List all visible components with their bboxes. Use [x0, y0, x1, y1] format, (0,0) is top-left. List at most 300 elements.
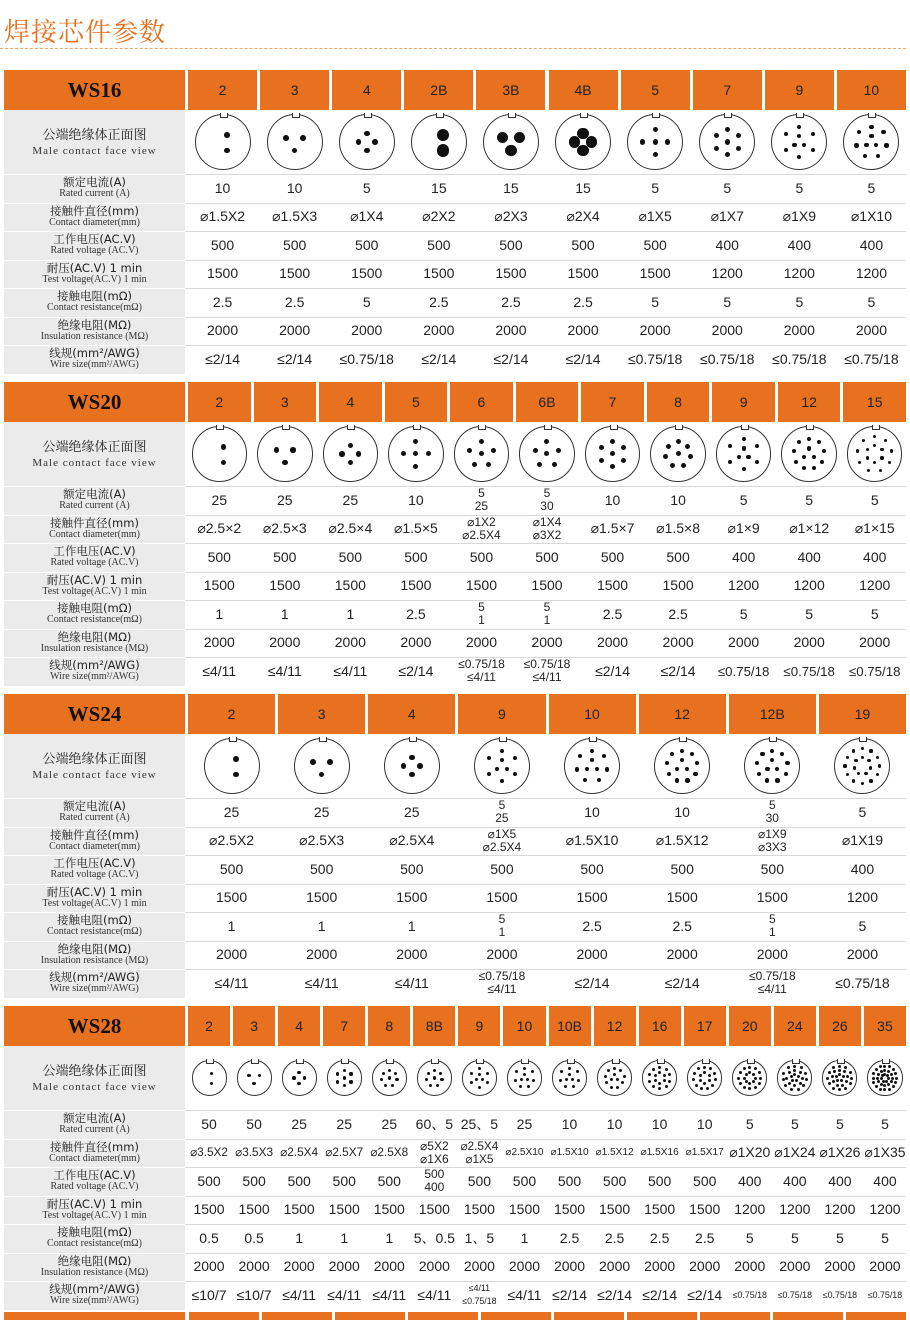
cell-test [864, 1196, 906, 1225]
cell-line: 5 [478, 600, 485, 615]
cell-resistance [503, 1224, 545, 1253]
contact-pin [297, 1071, 301, 1075]
column-header-pins: 15 [843, 382, 906, 422]
cell-line: 2000 [869, 1258, 901, 1275]
contact-pin [888, 1088, 891, 1091]
cell-voltage [188, 855, 275, 884]
contact-face-diagram [834, 738, 890, 794]
contact-pin [703, 1066, 706, 1069]
contact-pin [742, 467, 746, 471]
contact-pin [500, 779, 504, 783]
contact-pin [697, 1067, 700, 1070]
cell-resistance [188, 1224, 230, 1253]
cell-line: 400 [738, 1172, 762, 1189]
contact-pin [648, 1073, 651, 1076]
contact-pin [613, 1067, 616, 1070]
cell-resistance [549, 912, 636, 941]
cell-test [368, 1196, 410, 1225]
contact-pin [794, 460, 798, 464]
cell-current [260, 174, 329, 203]
column-header-pins: 7 [323, 1006, 365, 1046]
cell-resistance [188, 912, 275, 941]
contact-pin [685, 767, 689, 771]
cell-insulation [639, 1253, 681, 1282]
cell-line: ≤0.75/18 [717, 663, 770, 679]
row-label-cn: 额定电流(A) [63, 175, 126, 190]
contact-pin [658, 1066, 661, 1069]
column-header-pins: 19 [819, 694, 906, 734]
contact-face-diagram [597, 1060, 632, 1095]
cell-line: ⌀1X5 [465, 1152, 494, 1166]
cell-line: 25 [277, 491, 293, 508]
contact-pin [703, 1071, 706, 1074]
contact-pin [675, 767, 679, 771]
contact-pin [395, 1078, 398, 1081]
contact-pin [835, 1075, 838, 1078]
cell-line: 2000 [779, 1258, 811, 1275]
cell-line: ⌀1X6 [420, 1151, 449, 1166]
contact-pin [879, 1065, 882, 1068]
cell-diameter [621, 203, 690, 232]
cell-diameter [278, 1139, 320, 1168]
row-label-test [4, 572, 185, 602]
header-stub [189, 1312, 259, 1320]
cell-diameter [385, 515, 448, 544]
contact-pin [883, 1069, 886, 1072]
cell-insulation [843, 629, 906, 658]
contact-pin [336, 1072, 339, 1075]
column-header-pins: 2B [404, 70, 473, 110]
contact-pin [873, 461, 876, 464]
cell-voltage [458, 1167, 500, 1196]
contact-face-diagram [474, 738, 530, 794]
cell-line: 25 [223, 803, 240, 820]
contact-pin [514, 132, 525, 143]
contact-pin [770, 758, 774, 762]
contact-pin [319, 772, 325, 778]
cell-voltage [549, 855, 636, 884]
cell-line: 1 [407, 917, 416, 934]
row-label-en: Insulation resistance (MΩ) [40, 1266, 149, 1278]
cell-resistance [260, 288, 329, 317]
cell-current [516, 486, 579, 515]
contact-pin [861, 782, 864, 785]
cell-line: 10 [674, 803, 690, 820]
cell-wire [450, 657, 513, 686]
cell-current [549, 1110, 591, 1139]
contact-face-diagram [257, 426, 313, 482]
column-header-pins: 9 [765, 70, 834, 110]
contact-pin [838, 1069, 841, 1072]
cell-line: 2000 [203, 634, 235, 651]
cell-line: 25 [291, 1115, 307, 1132]
cell-voltage [594, 1167, 636, 1196]
cell-test [684, 1196, 726, 1225]
row-label-en: Male contact face view [32, 1081, 157, 1093]
contact-pin [797, 125, 801, 129]
cell-line: ⌀1X35 [864, 1144, 906, 1161]
cell-current [323, 1110, 365, 1139]
cell-line: 1500 [576, 889, 608, 906]
cell-line: ≤4/11 [202, 662, 237, 679]
column-header-pins: 4 [332, 70, 401, 110]
cell-diameter [319, 515, 382, 544]
cell-line: 2000 [351, 322, 383, 339]
cell-current [413, 1110, 455, 1139]
cell-wire [843, 657, 906, 686]
column-header-pins: 10B [549, 1006, 591, 1046]
cell-voltage [647, 543, 710, 572]
row-label-cn: 线规(mm²/AWG) [49, 346, 140, 361]
contact-pin [560, 1070, 563, 1073]
cell-line: ≤0.75/18 [458, 657, 505, 672]
cell-line: ≤2/14 [660, 662, 696, 679]
row-label-en: Insulation resistance (MΩ) [40, 642, 149, 654]
cell-line: 10 [670, 491, 686, 508]
cell-line: 2000 [599, 1258, 631, 1275]
contact-pin [875, 1068, 878, 1071]
contact-pin [597, 778, 601, 782]
contact-pin [894, 1072, 897, 1075]
cell-line: ≤2/14 [205, 350, 241, 367]
cell-diameter [843, 515, 906, 544]
contact-pin [665, 761, 669, 765]
row-label-voltage [4, 1167, 185, 1197]
row-label-en: Wire size(mm²/AWG) [50, 1295, 139, 1307]
contact-pin [826, 1077, 829, 1080]
cell-line: 500 [404, 548, 428, 565]
contact-pin [520, 1078, 523, 1081]
row-label-en: Rated voltage (AC.V) [50, 869, 139, 881]
cell-wire [712, 657, 775, 686]
cell-insulation [729, 1253, 771, 1282]
cell-test [549, 884, 636, 913]
cell-line: 1500 [238, 1201, 270, 1218]
row-label-voltage [4, 231, 185, 261]
contact-pin [846, 756, 849, 759]
contact-face-diagram [822, 1060, 857, 1095]
contact-pin [754, 1077, 757, 1080]
contact-pin [725, 127, 730, 132]
cell-line: 500 [602, 1172, 627, 1189]
cell-line: 1200 [728, 577, 760, 594]
contact-pin [613, 1073, 616, 1076]
contact-pin [663, 454, 668, 459]
row-label-en: Male contact face view [32, 769, 157, 781]
contact-face-diagram [507, 1060, 542, 1095]
cell-line: ⌀3X2 [532, 527, 562, 542]
row-label-cn: 线规(mm²/AWG) [49, 1282, 140, 1297]
cell-voltage [260, 231, 329, 260]
contact-pin [754, 1086, 757, 1089]
cell-wire [729, 1281, 771, 1310]
cell-test [729, 1196, 771, 1225]
cell-line: 5 [858, 803, 867, 820]
cell-line: 2000 [859, 634, 891, 651]
contact-pin [876, 756, 879, 759]
contact-pin [663, 1079, 666, 1082]
cell-line: ≤4/11 [267, 662, 302, 679]
cell-insulation [385, 629, 448, 658]
cell-line: 1 [520, 1229, 529, 1246]
cell-test [458, 1196, 500, 1225]
column-header-pins: 4 [278, 1006, 320, 1046]
cell-voltage [549, 1167, 591, 1196]
contact-pin [857, 130, 861, 134]
cell-line: ⌀2.5X10 [505, 1147, 544, 1159]
cell-line: 2.5 [406, 605, 426, 622]
contact-pin [736, 133, 741, 138]
cell-wire [385, 657, 448, 686]
cell-line: 1500 [193, 1201, 225, 1218]
cell-line: ≤2/14 [664, 974, 700, 991]
cell-line: 1500 [283, 1201, 315, 1218]
contact-face-diagram [388, 426, 444, 482]
row-label-cn: 接触件直径(mm) [50, 1139, 139, 1154]
cell-current [684, 1110, 726, 1139]
cell-line: 500 [490, 860, 514, 877]
row-label-test [4, 260, 185, 290]
contact-pin [610, 1086, 613, 1089]
cell-line: 30 [540, 499, 554, 514]
column-header-pins: 10 [503, 1006, 545, 1046]
contact-pin [654, 1074, 657, 1077]
cell-line: 2000 [793, 634, 825, 651]
cell-line: 2000 [711, 322, 743, 339]
cell-line: ⌀1X19 [841, 832, 883, 849]
row-label-en: Contact diameter(mm) [49, 840, 140, 852]
row-label-resistance [4, 288, 185, 318]
contact-face-diagram [519, 426, 575, 482]
cell-line: 5 [543, 486, 551, 501]
cell-wire [765, 345, 834, 374]
row-label-voltage [4, 543, 185, 573]
header-stub [773, 1312, 843, 1320]
cell-line: ≤4/11 [468, 1283, 491, 1294]
cell-line: ≤0.75/18 [462, 1296, 497, 1307]
cell-voltage [819, 1167, 861, 1196]
cell-voltage [765, 231, 834, 260]
cell-line: ⌀1X4 [350, 208, 384, 225]
row-label-current [4, 798, 185, 828]
contact-pin [577, 145, 588, 156]
contact-pin [652, 1068, 655, 1071]
cell-test [332, 260, 401, 289]
cell-wire [413, 1281, 455, 1310]
contact-pin [714, 146, 719, 151]
cell-wire [368, 969, 455, 998]
header-stub [335, 1312, 405, 1320]
cell-line: 2000 [373, 1258, 405, 1275]
cell-line: ≤4/11 [214, 974, 249, 991]
cell-line: 2.5 [429, 293, 449, 310]
contact-pin [883, 1065, 886, 1068]
contact-pin [745, 1080, 748, 1083]
contact-pin [878, 764, 881, 767]
cell-line: ⌀2X4 [566, 208, 600, 225]
row-label-en: Male contact face view [32, 145, 157, 157]
row-label-wire [4, 1281, 185, 1311]
cell-resistance [765, 288, 834, 317]
cell-voltage [639, 855, 726, 884]
cell-line: 2.5 [501, 293, 521, 310]
column-header-pins: 20 [729, 1006, 771, 1046]
contact-pin [486, 1072, 489, 1075]
contact-pin [224, 148, 230, 154]
row-label-cn: 公端绝缘体正面图 [42, 440, 147, 455]
contact-pin [811, 148, 815, 152]
contact-pin [297, 1082, 301, 1086]
cell-line: ≤2/14 [642, 1286, 678, 1303]
row-label-en: Contact diameter(mm) [49, 216, 140, 228]
cell-line: 400 [797, 548, 821, 565]
cell-line: 400 [715, 236, 739, 253]
cell-voltage [476, 231, 545, 260]
row-label-cn: 额定电流(A) [63, 1111, 126, 1126]
cell-diameter [332, 203, 401, 232]
contact-pin [349, 1072, 352, 1075]
cell-line: 5、0.5 [413, 1229, 455, 1246]
contact-pin [714, 1078, 717, 1081]
section-ws20 [4, 382, 906, 686]
cell-line: 1200 [846, 889, 879, 906]
contact-pin [790, 1075, 793, 1078]
contact-pin [425, 1078, 428, 1081]
contact-pin [849, 1071, 852, 1074]
contact-pin [708, 1074, 711, 1077]
contact-face-diagram [384, 738, 440, 794]
contact-pin [884, 143, 888, 147]
contact-pin [505, 767, 509, 771]
contact-pin [658, 1071, 661, 1074]
cell-line: 1500 [599, 1201, 631, 1218]
contact-pin [668, 1073, 671, 1076]
cell-line: 1 [385, 1229, 394, 1246]
cell-line: 2000 [567, 322, 599, 339]
row-label-wire [4, 345, 185, 375]
contact-pin [784, 132, 788, 136]
cell-diameter [581, 515, 644, 544]
row-label-cn: 耐压(AC.V) 1 min [46, 1196, 143, 1211]
cell-resistance [774, 1224, 816, 1253]
cell-resistance [278, 1224, 320, 1253]
contact-pin [875, 1085, 878, 1088]
cell-line: 1500 [306, 889, 338, 906]
cell-line: ⌀1X2 [467, 514, 496, 529]
row-label-cn: 公端绝缘体正面图 [42, 752, 147, 767]
cell-line: ⌀1X26 [819, 1144, 861, 1161]
contact-pin [879, 469, 882, 472]
cell-line: ⌀1X9 [782, 208, 817, 225]
contact-pin [840, 1079, 843, 1082]
cell-voltage [503, 1167, 545, 1196]
cell-line: ≤0.75/18 [478, 969, 526, 984]
row-label-wire [4, 969, 185, 999]
contact-pin [876, 773, 879, 776]
contact-pin [801, 1077, 804, 1080]
cell-line: 5 [881, 1229, 889, 1246]
cell-line: 500 [242, 1172, 266, 1189]
cell-line: 2000 [689, 1258, 721, 1275]
cell-insulation [319, 629, 382, 658]
cell-diameter [368, 827, 455, 856]
contact-pin [737, 455, 741, 459]
cell-wire [188, 345, 257, 374]
cell-line: 2000 [639, 322, 671, 339]
row-label-en: Insulation resistance (MΩ) [40, 954, 149, 966]
contact-pin [339, 451, 345, 457]
cell-line: 1200 [869, 1201, 901, 1218]
header-stub [408, 1312, 478, 1320]
row-label-en: Rated current (A) [59, 188, 130, 200]
row-label-view [4, 1046, 185, 1111]
cell-line: 25 [404, 803, 420, 820]
cell-line: 5 [498, 912, 506, 927]
cell-resistance [684, 1224, 726, 1253]
contact-pin [532, 1079, 535, 1082]
contact-pin [765, 767, 769, 771]
contact-face-diagram [454, 426, 510, 482]
cell-insulation [458, 1253, 500, 1282]
contact-face-diagram [732, 1060, 767, 1095]
cell-insulation [503, 1253, 545, 1282]
contact-pin [607, 1069, 610, 1072]
cell-line: 2000 [756, 946, 788, 963]
cell-insulation [278, 1253, 320, 1282]
contact-pin [693, 1072, 696, 1075]
contact-pin [695, 1084, 698, 1087]
contact-pin [869, 779, 872, 782]
cell-line: 0.5 [244, 1229, 264, 1246]
cell-line: 10 [606, 1115, 623, 1132]
contact-pin [714, 133, 719, 138]
model-name: WS20 [4, 382, 185, 422]
cell-diameter [458, 1139, 500, 1168]
cell-line: 2000 [306, 946, 338, 963]
cell-diameter [712, 515, 775, 544]
cell-line: 500 [469, 548, 494, 565]
contact-pin [653, 139, 658, 144]
contact-pin [666, 444, 671, 449]
contact-pin [668, 1080, 671, 1083]
contact-pin [519, 1085, 522, 1088]
cell-line: 1500 [553, 1201, 586, 1218]
cell-resistance [516, 600, 579, 629]
cell-line: 1200 [734, 1201, 766, 1218]
row-label-insulation [4, 317, 185, 347]
cell-line: 5 [723, 179, 732, 196]
cell-insulation [516, 629, 579, 658]
contact-pin [475, 1078, 478, 1081]
cell-line: 400 [828, 1172, 852, 1189]
column-header-pins: 3 [278, 694, 365, 734]
cell-voltage [450, 543, 513, 572]
cell-voltage [254, 543, 317, 572]
cell-voltage [729, 1167, 771, 1196]
cell-insulation [621, 317, 690, 346]
cell-current [693, 174, 762, 203]
cell-wire [368, 1281, 410, 1310]
cell-line: 2000 [423, 322, 455, 339]
cell-line: 2.5 [559, 1229, 580, 1246]
contact-pin [247, 1074, 251, 1078]
contact-pin [654, 1079, 657, 1082]
cell-line: 30 [765, 811, 779, 826]
cell-line: ≤4/11 [507, 1286, 542, 1303]
cell-line: 2000 [576, 946, 608, 963]
contact-pin [380, 1078, 383, 1081]
contact-pin [866, 456, 869, 459]
